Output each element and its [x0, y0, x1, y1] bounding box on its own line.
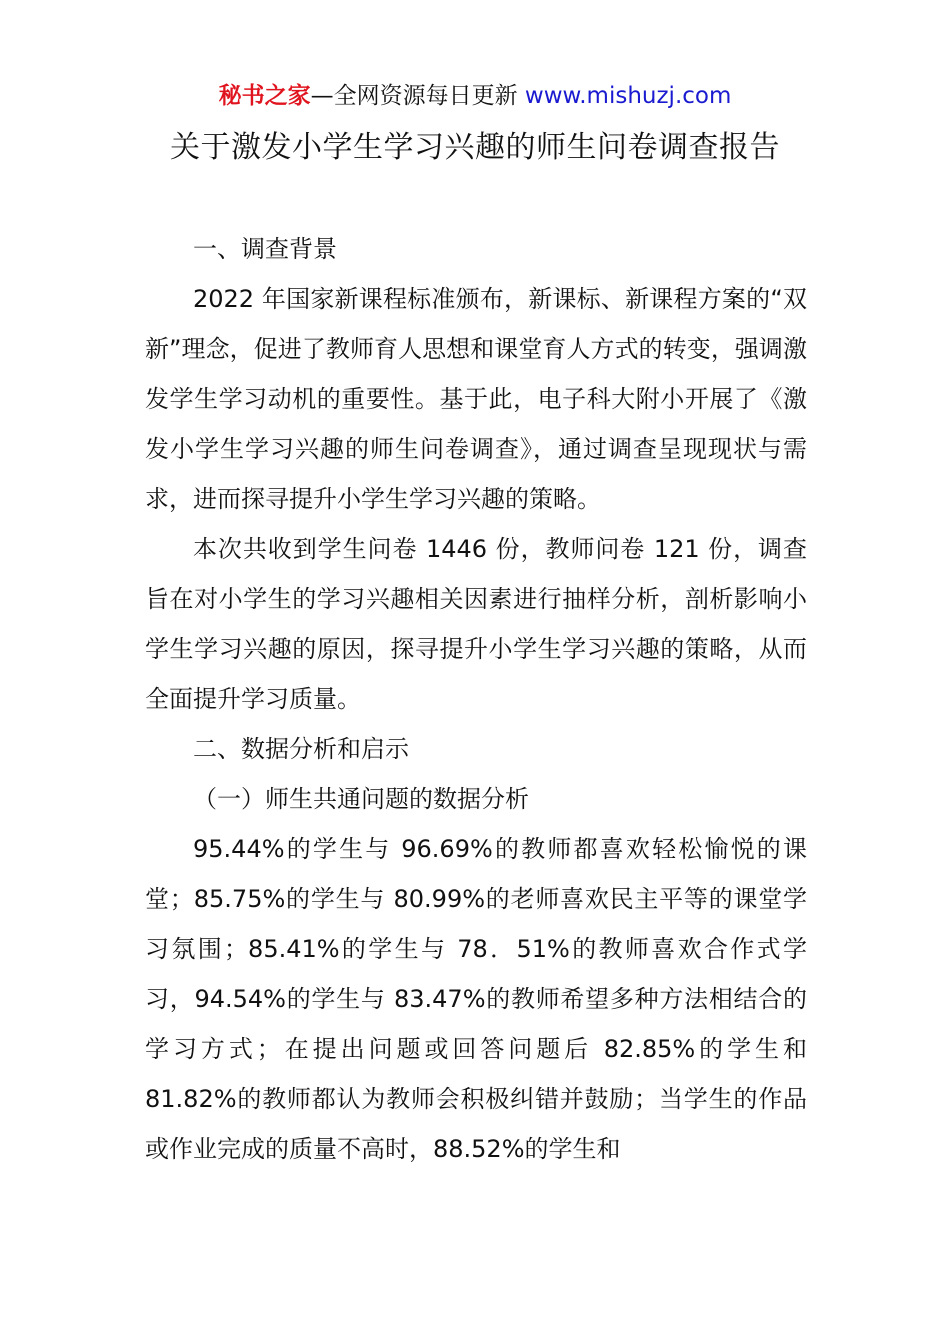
body-paragraph: 2022 年国家新课程标准颁布，新课标、新课程方案的“双新”理念，促进了教师育人思想和课堂育人方式的转变，强调激发学生学习动机的重要性。基于此，电子科大附小开展了《激发小学生学习兴趣的师生问卷调查》，通过调查呈现现状与需求，进而探寻提升小学生学习兴趣的策略。 — [145, 285, 807, 513]
site-header — [0, 80, 950, 112]
document-title: 关于激发小学生学习兴趣的师生问卷调查报告 — [170, 130, 780, 165]
body-paragraph: 本次共收到学生问卷 1446 份，教师问卷 121 份，调查旨在对小学生的学习兴趣相关因素进行抽样分析，剖析影响小学生学习兴趣的原因，探寻提升小学生学习兴趣的策略，从而全面提升学习质量。 — [145, 535, 807, 713]
site-url-link[interactable]: www.mishuzj.com — [524, 83, 732, 109]
site-brand: 秘书之家 — [218, 83, 311, 109]
body-paragraph: 95.44%的学生与 96.69%的教师都喜欢轻松愉悦的课堂；85.75%的学生与 80.99%的老师喜欢民主平等的课堂学习氛围；85.41%的学生与 78．51%的教师喜欢合作式学习，94.54%的学生与 83.47%的教师希望多种方法相结合的学习方式；在提出问题或回答问题后 82.85%的学生和 81.82%的教师都认为教师会积极纠错并鼓励；当学生的作品或作业完成的质量不高时，88.52%的学生和 — [145, 835, 807, 1163]
section-heading-background: 一、调查背景 — [193, 235, 337, 263]
site-slogan: —全网资源每日更新 — [310, 83, 525, 109]
document-body — [145, 224, 807, 1174]
subsection-heading: （一）师生共通问题的数据分析 — [193, 785, 529, 813]
section-heading-analysis: 二、数据分析和启示 — [193, 735, 409, 763]
